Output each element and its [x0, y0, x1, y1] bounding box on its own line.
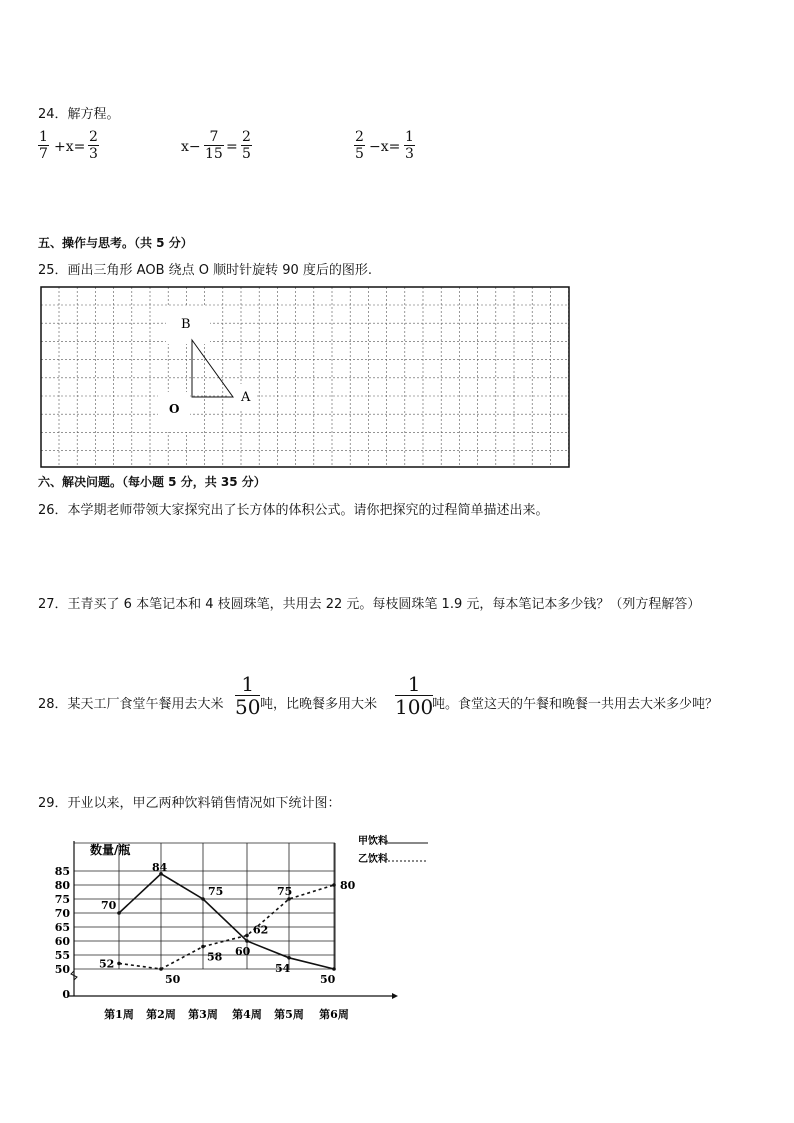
data-point [159, 967, 163, 971]
data-label: 60 [235, 945, 251, 958]
label-b: B [181, 317, 191, 332]
sales-line-chart [40, 828, 440, 1028]
q25-title: 25．画出三角形 AOB 绕点 O 顺时针旋转 90 度后的图形. [38, 263, 373, 278]
data-label: 54 [275, 961, 291, 975]
fraction [88, 129, 99, 162]
denominator: 100 [395, 695, 434, 719]
data-point [117, 962, 121, 966]
fraction [404, 129, 415, 162]
y-tick-label: 50 [54, 963, 70, 976]
y-tick-label: 80 [54, 879, 70, 892]
data-point [201, 945, 205, 949]
x-tick-label: 第1周 [104, 1008, 134, 1021]
y-tick-label: 75 [54, 893, 70, 906]
data-label: 62 [253, 923, 269, 937]
numerator: 2 [355, 129, 364, 145]
fraction [241, 129, 252, 162]
data-label: 50 [320, 973, 336, 986]
x-tick-label: 第2周 [146, 1008, 176, 1021]
data-label: 52 [99, 957, 115, 971]
q28-part-2: 吨，比晚餐多用大米 [260, 697, 378, 712]
section-6-heading: 六、解决问题。（每小题 5 分，共 35 分） [38, 475, 266, 489]
q26-text: 26．本学期老师带领大家探究出了长方体的体积公式。请你把探究的过程简单描述出来。 [38, 503, 549, 518]
data-point [332, 883, 336, 887]
x-tick-label: 第6周 [319, 1008, 349, 1021]
numerator: 2 [242, 129, 251, 145]
rotation-grid [40, 286, 570, 468]
y-axis-label: 数量/瓶 [90, 843, 131, 857]
denominator: 5 [242, 146, 251, 162]
q24-title: 24．解方程。 [38, 107, 120, 122]
data-point [245, 939, 249, 943]
data-label: 80 [340, 879, 356, 892]
q27-text: 27．王青买了 6 本笔记本和 4 枝圆珠笔，共用去 22 元。每枝圆珠笔 1.9 元，每本笔记本多少钱？（列方程解答） [38, 597, 701, 612]
fraction [354, 129, 365, 162]
data-label: 70 [101, 899, 117, 912]
data-label: 75 [208, 885, 224, 898]
data-label: 50 [165, 973, 181, 986]
section-5-heading: 五、操作与思考。（共 5 分） [38, 236, 193, 250]
data-label: 58 [207, 950, 223, 964]
x-axis-arrow [392, 993, 398, 999]
fraction [235, 673, 260, 718]
data-label: 84 [152, 860, 168, 874]
x-tick-label: 第3周 [188, 1008, 218, 1021]
x-tick-label: 第4周 [232, 1008, 262, 1021]
label-o: O [169, 402, 180, 416]
operator: −x= [369, 139, 401, 155]
numerator: 1 [39, 129, 48, 145]
numerator: 1 [407, 672, 421, 696]
operator: x− [181, 139, 201, 155]
numerator: 2 [89, 129, 98, 145]
fraction [38, 129, 49, 162]
numerator: 1 [241, 672, 255, 696]
data-point [287, 956, 291, 960]
q28-part-3: 吨。食堂这天的午餐和晚餐一共用去大米多少吨？ [432, 697, 719, 712]
denominator: 15 [205, 146, 223, 162]
y-tick-label: 60 [54, 935, 70, 948]
label-a: A [241, 390, 251, 405]
numerator: 7 [209, 129, 219, 145]
data-point [201, 897, 205, 901]
legend-label: 乙饮料 [358, 854, 388, 865]
denominator: 50 [235, 695, 261, 719]
y-tick-label: 85 [54, 865, 70, 878]
data-label: 75 [277, 885, 293, 898]
x-tick-label: 第5周 [274, 1008, 304, 1021]
numerator: 1 [405, 129, 414, 145]
q29-text: 29．开业以来，甲乙两种饮料销售情况如下统计图： [38, 796, 341, 811]
q28-part-1: 28．某天工厂食堂午餐用去大米 [38, 697, 224, 712]
fraction [395, 673, 433, 718]
denominator: 7 [39, 146, 48, 162]
data-point [117, 911, 121, 915]
y-tick-label: 65 [54, 921, 70, 934]
data-point [332, 967, 336, 971]
operator: = [226, 139, 238, 155]
fraction [204, 129, 224, 162]
data-point [245, 934, 249, 938]
denominator: 3 [89, 146, 98, 162]
y-tick-label: 55 [54, 949, 70, 962]
y-tick-label: 0 [62, 988, 70, 1001]
denominator: 5 [355, 146, 364, 162]
operator: +x= [54, 139, 86, 155]
y-tick-label: 70 [54, 907, 70, 920]
denominator: 3 [405, 146, 414, 162]
triangle-aob [192, 340, 233, 397]
legend-label: 甲饮料 [358, 836, 388, 847]
